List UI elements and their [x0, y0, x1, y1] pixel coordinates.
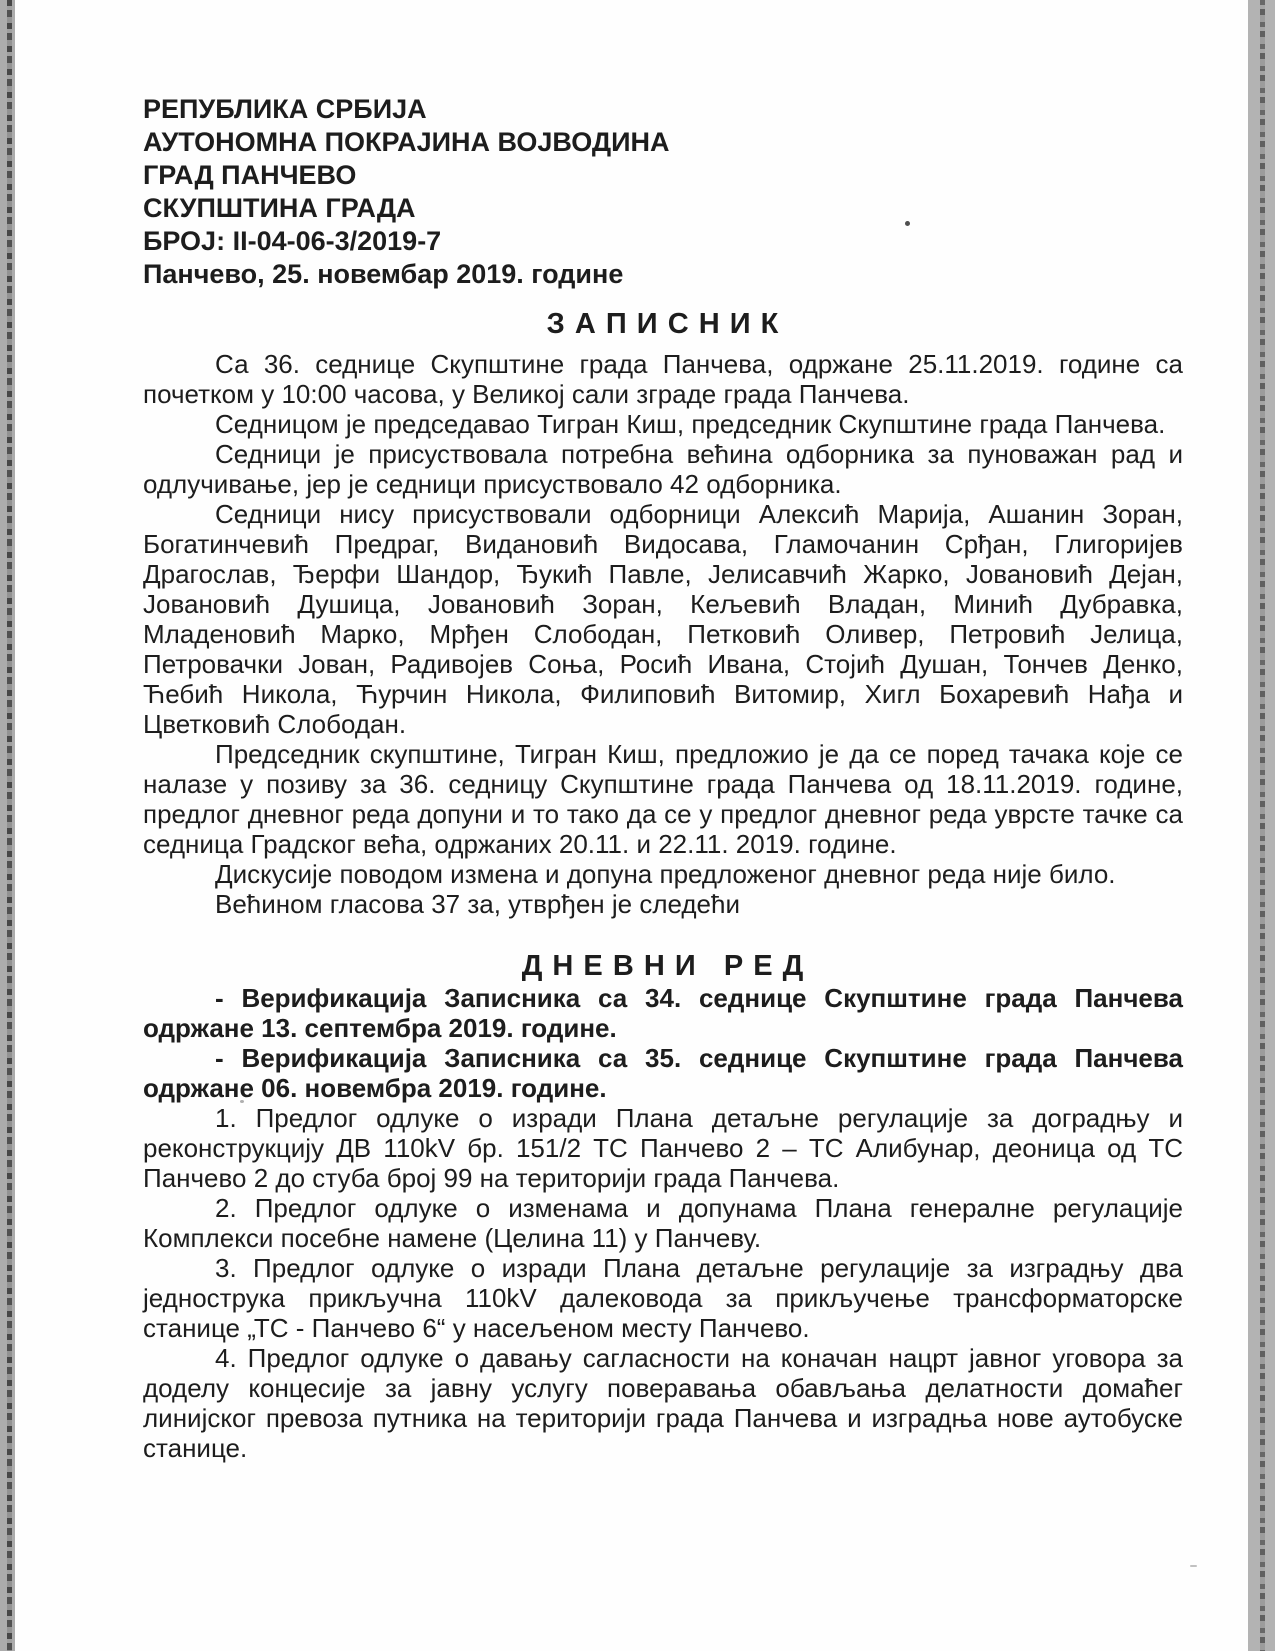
document-title: З А П И С Н И К — [546, 308, 780, 340]
verification-item-34: - Верификација Записника са 34. седнице Скупштине града Панчева одржане 13. септембра 2019. године. — [143, 983, 1183, 1043]
document-content — [143, 0, 1183, 1463]
letterhead-number-line: БРОЈ: II-04-06-3/2019-7 — [143, 226, 442, 256]
agenda-item-4: 4. Предлог одлуке о давању сагласности на коначан нацрт јавног уговора за доделу концесије за јавну услугу поверавања обављања делатности домаћег линијског превоза путника на територији града Панчева и изградња нове аутобуске станице. — [143, 1343, 1183, 1463]
agenda-item-2: 2. Предлог одлуке о изменама и допунама Плана генералне регулације Комплекси посебне намене (Целина 11) у Панчеву. — [143, 1193, 1183, 1253]
document-letterhead — [143, 93, 1183, 291]
letterhead-date-line: Панчево, 25. новембар 2019. године — [143, 259, 624, 289]
paragraph-quorum: Седници је присуствовала потребна већина одборника за пуноважан рад и одлучивање, јер је седници присуствовало 42 одборника. — [143, 439, 1183, 499]
paragraph-absent-councilors: Седници нису присуствовали одборници Алексић Марија, Ашанин Зоран, Богатинчевић Предраг, Видановић Видосава, Гламочанин Срђан, Глигоријев Драгослав, Ђерфи Шандор, Ђукић Павле, Јелисавчић Жарко, Јовановић Дејан, Јовановић Душица, Јовановић Зоран, Кељевић Владан, Минић Дубравка, Младеновић Марко, Мрђен Слободан, Петковић Оливер, Петровић Јелица, Петровачки Јован, Радивојев Соња, Росић Ивана, Стојић Душан, Тончев Денко, Ћебић Никола, Ћурчин Никола, Филиповић Витомир, Хигл Бохаревић Нађа и Цветковић Слободан. — [143, 499, 1183, 739]
letterhead-assembly-line: СКУПШТИНА ГРАДА — [143, 193, 416, 223]
paragraph-agenda-amendment-proposal: Председник скупштине, Тигран Киш, предложио је да се поред тачака које се налазе у позиву за 36. седницу Скупштине града Панчева од 18.11.2019. године, предлог дневног реда допуни и то тако да се у предлог дневног реда уврсте тачке са седница Градског већа, одржаних 20.11. и 22.11. 2019. године. — [143, 739, 1183, 859]
scan-speck — [1190, 1565, 1197, 1567]
scan-artifact-left-edge — [0, 0, 15, 1651]
agenda-items-list — [143, 1103, 1183, 1463]
letterhead-republic-line: РЕПУБЛИКА СРБИЈА — [143, 94, 427, 124]
agenda-item-1: 1. Предлог одлуке о изради Плана детаљне регулације за доградњу и реконструкцију ДВ 110kV бр. 151/2 ТС Панчево 2 – ТС Алибунар, деоница од ТС Панчево 2 до стуба број 99 на територији града Панчева. — [143, 1103, 1183, 1193]
agenda-section-title: Д Н Е В Н И Р Е Д — [521, 950, 805, 982]
paragraph-vote-result: Већином гласова 37 за, утврђен је следећи — [215, 889, 740, 919]
letterhead-province-line: АУТОНОМНА ПОКРАЈИНА ВОЈВОДИНА — [143, 127, 670, 157]
agenda-item-3: 3. Предлог одлуке о изради Плана детаљне регулације за изградњу два једнострука прикључна 110kV далековода за прикључење трансформаторске станице „ТС - Панчево 6“ у насељеном месту Панчево. — [143, 1253, 1183, 1343]
verification-item-35: - Верификација Записника са 35. седнице Скупштине града Панчева одржане 06. новембра 2019. године. — [143, 1043, 1183, 1103]
paragraph-chairman: Седницом је председавао Тигран Киш, председник Скупштине града Панчева. — [215, 409, 1166, 439]
paragraph-session-info: Са 36. седнице Скупштине града Панчева, одржане 25.11.2019. године са почетком у 10:00 часова, у Великој сали зграде града Панчева. — [143, 349, 1183, 409]
scan-artifact-right-edge — [1248, 0, 1275, 1651]
paragraph-no-discussion: Дискусије поводом измена и допуна предложеног дневног реда није било. — [215, 859, 1116, 889]
letterhead-city-line: ГРАД ПАНЧЕВО — [143, 160, 357, 190]
